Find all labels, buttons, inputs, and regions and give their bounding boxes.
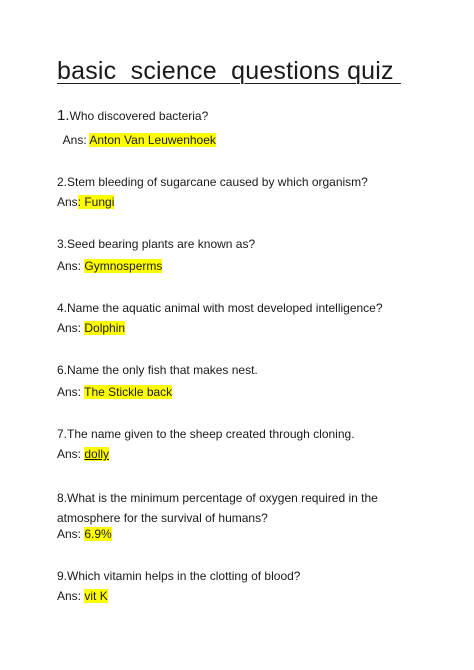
answer-6-prefix: Ans: [57, 385, 85, 399]
page-title: basic science questions quiz [57, 57, 401, 85]
answer-7 [57, 446, 109, 462]
question-9: 9.Which vitamin helps in the clotting of blood? [57, 569, 301, 583]
question-1-text: Who discovered bacteria? [69, 109, 209, 123]
answer-6-value: The Stickle back [84, 385, 173, 399]
question-8: 8.What is the minimum percentage of oxygen required in the atmosphere for the survival of humans? [57, 491, 378, 525]
answer-1-value: Anton Van Leuwenhoek [89, 133, 216, 147]
question-1-number: 1. [57, 107, 70, 124]
answer-9-prefix: Ans: [57, 589, 85, 603]
question-6: 6.Name the only fish that makes nest. [57, 363, 258, 377]
question-2: 2.Stem bleeding of sugarcane caused by which organism? [57, 175, 368, 189]
answer-2 [57, 194, 114, 210]
answer-7-value: dolly [84, 447, 110, 461]
answer-4-value: Dolphin [84, 321, 126, 335]
answer-7-prefix: Ans: [57, 447, 85, 461]
answer-3-prefix: Ans: [57, 259, 85, 273]
answer-9 [57, 588, 108, 604]
question-7: 7.The name given to the sheep created through cloning. [57, 427, 355, 441]
answer-4 [57, 320, 125, 336]
answer-4-prefix: Ans: [57, 321, 85, 335]
question-4: 4.Name the aquatic animal with most developed intelligence? [57, 301, 383, 315]
answer-8-value: 6.9% [84, 527, 112, 541]
answer-9-value: vit K [84, 589, 108, 603]
question-3: 3.Seed bearing plants are known as? [57, 237, 256, 251]
answer-1-prefix: Ans: [60, 133, 90, 147]
answer-3-value: Gymnosperms [84, 259, 163, 273]
answer-8-prefix: Ans: [57, 527, 85, 541]
answer-6 [57, 384, 172, 400]
answer-8 [57, 526, 112, 542]
answer-1 [60, 132, 216, 148]
answer-3 [57, 258, 162, 274]
answer-2-prefix: Ans [57, 195, 78, 209]
question-1 [57, 106, 437, 126]
answer-2-value: : Fungi [77, 195, 115, 209]
